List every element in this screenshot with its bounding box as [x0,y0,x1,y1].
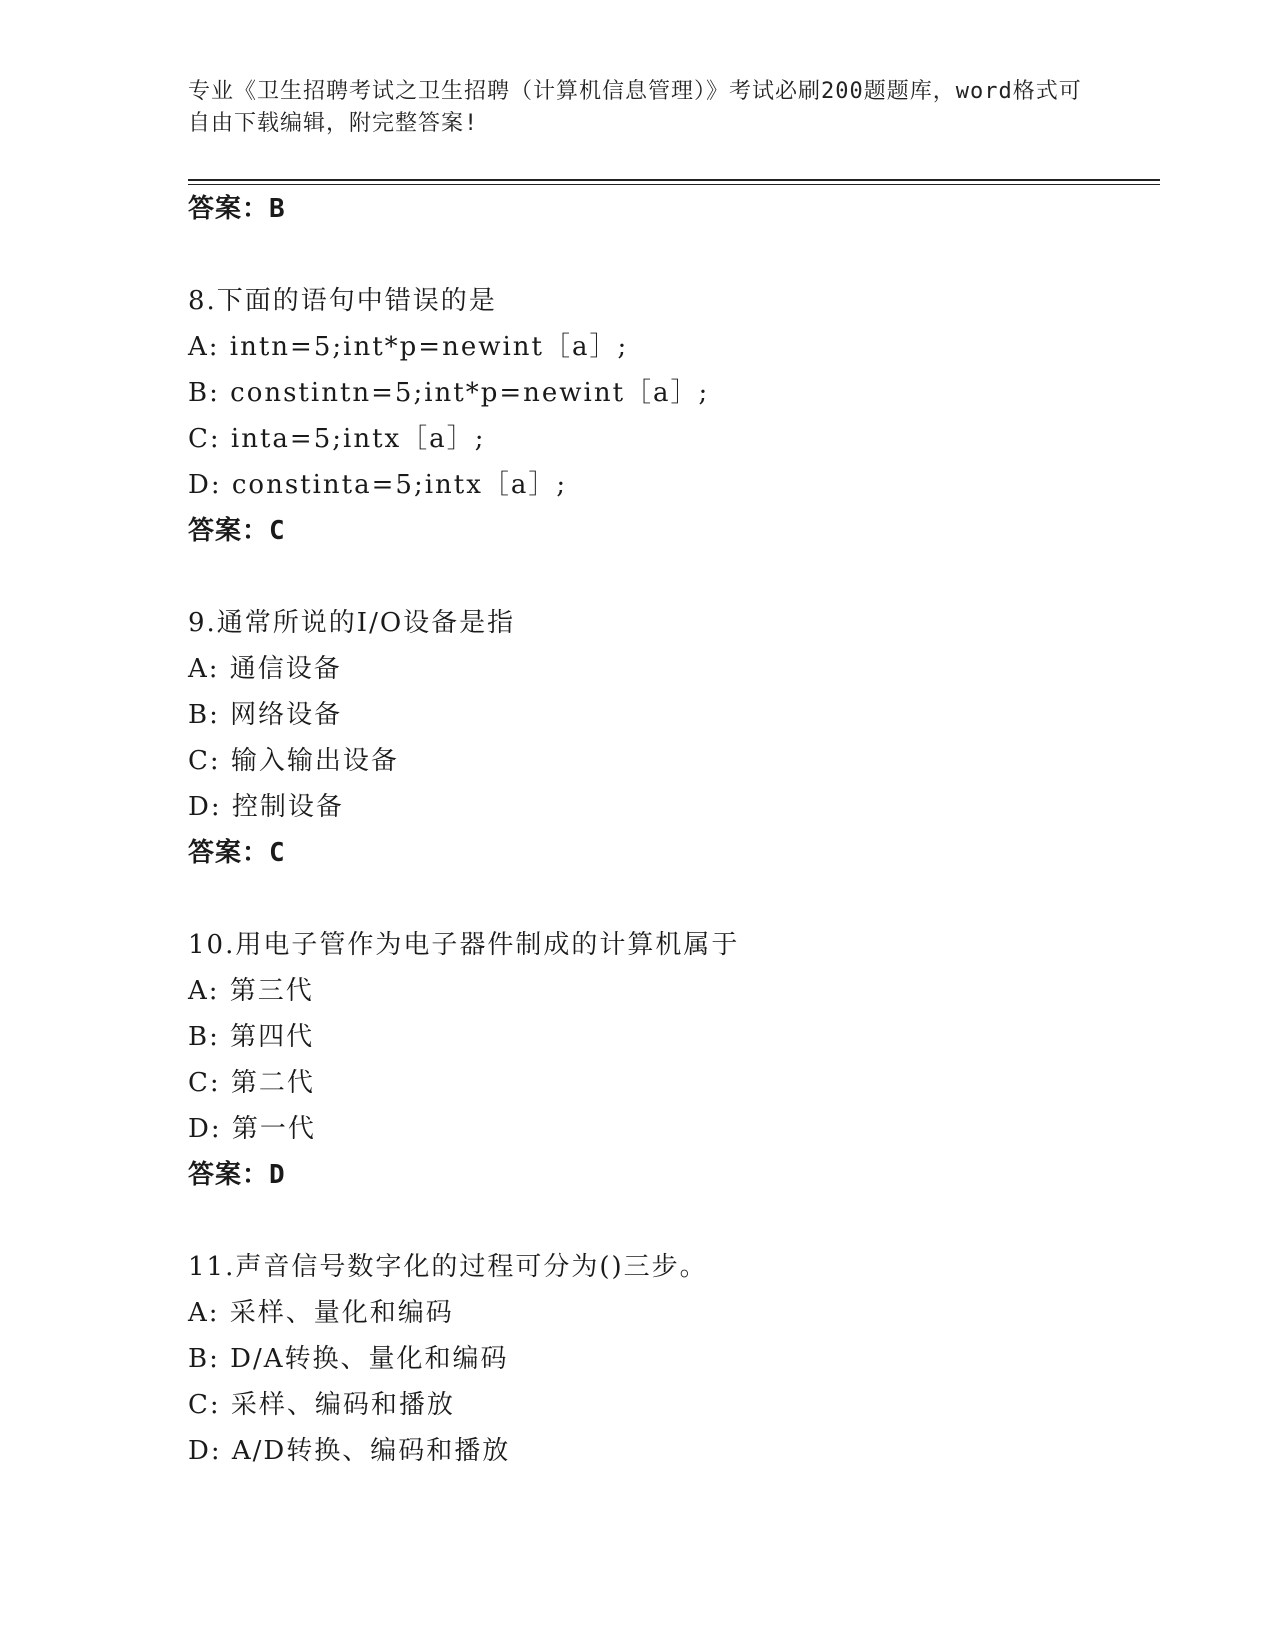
option-d: D: A/D转换、编码和播放 [188,1436,511,1466]
option-b: B: constintn=5;int*p=newint［a］; [188,378,710,408]
spacer [188,554,1148,600]
spacer [188,232,1148,278]
spacer [188,876,1148,922]
document-header: 专业《卫生招聘考试之卫生招聘（计算机信息管理）》考试必刷200题题库，word格式可自由下载编辑，附完整答案! [188,79,1082,136]
option-d: D: 控制设备 [188,792,344,822]
option-d: D: 第一代 [188,1114,316,1144]
option-a: A: intn=5;int*p=newint［a］; [188,332,629,362]
question-block [188,600,1148,876]
spacer [188,1198,1148,1244]
question-title: 8.下面的语句中错误的是 [188,286,497,316]
option-c: C: 输入输出设备 [188,746,399,776]
question-block [188,278,1148,554]
question-block [188,922,1148,1198]
option-b: B: 第四代 [188,1022,315,1052]
option-a: A: 采样、量化和编码 [188,1298,454,1328]
option-a: A: 通信设备 [188,654,342,684]
option-b: B: D/A转换、量化和编码 [188,1344,509,1374]
question-list [188,186,1148,1474]
option-d: D: constinta=5;intx［a］; [188,470,568,500]
answer-line: 答案：C [188,516,286,546]
question-block [188,1244,1148,1474]
option-c: C: 第二代 [188,1068,315,1098]
option-a: A: 第三代 [188,976,314,1006]
option-b: B: 网络设备 [188,700,343,730]
option-c: C: 采样、编码和播放 [188,1390,455,1420]
option-c: C: inta=5;intx［a］; [188,424,486,454]
header-rule-thin [188,184,1160,185]
answer-line: 答案：C [188,838,286,868]
answer-line: 答案：B [188,194,286,224]
question-title: 9.通常所说的I/O设备是指 [188,608,516,638]
question-title: 10.用电子管作为电子器件制成的计算机属于 [188,930,740,960]
answer-line: 答案：D [188,1160,286,1190]
question-title: 11.声音信号数字化的过程可分为()三步。 [188,1252,708,1282]
header-rule-thick [188,179,1160,181]
